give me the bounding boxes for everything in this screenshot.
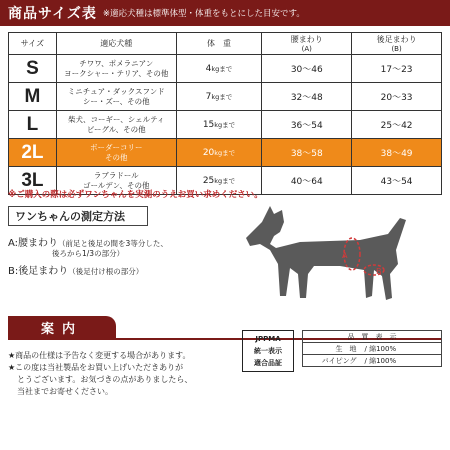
waist-cell: 36〜54	[262, 111, 352, 139]
guide-note-line: ★商品の仕様は予告なく変更する場合があります。	[8, 351, 191, 360]
breed-line: ヨークシャー・テリア、その他	[64, 68, 169, 78]
header-waist-sub: (A)	[301, 45, 312, 53]
table-row	[9, 83, 442, 111]
quality-key: 生 地	[303, 343, 361, 355]
title-note: ※適応犬種は標準体型・体重をもとにした目安です。	[102, 9, 305, 19]
size-cell: S	[9, 55, 57, 83]
breed-line: ミニチュア・ダックスフンド	[67, 86, 165, 96]
size-cell: M	[9, 83, 57, 111]
waist-cell: 32〜48	[262, 83, 352, 111]
weight-cell	[176, 55, 262, 83]
header-weight: 体 重	[176, 33, 262, 55]
mark-a-text: A	[342, 251, 348, 260]
quality-key: バイピング	[303, 355, 361, 367]
header-waist	[262, 33, 352, 55]
waist-cell: 40〜64	[262, 167, 352, 195]
title-bar	[0, 0, 450, 26]
purchase-warning: ※ご購入の際は必ずワンちゃんを実測のうえお買い求めください。	[8, 190, 263, 200]
breed-cell	[56, 111, 176, 139]
badge-line: JPPMA	[255, 335, 281, 343]
breed-cell	[56, 83, 176, 111]
breed-line: その他	[105, 152, 128, 162]
measure-a-note2: 後ろから1/3の部分）	[52, 249, 125, 258]
weight-unit: kgまで	[214, 120, 236, 129]
hind-cell: 25〜42	[352, 111, 442, 139]
size-cell: 3L	[9, 167, 57, 195]
header-size: サイズ	[9, 33, 57, 55]
quality-row	[303, 343, 442, 355]
measure-b-note: （後足付け根の部分）	[68, 267, 144, 276]
guide-note-line: とうございます。お気づきの点がありましたら、	[17, 375, 193, 384]
guide-note-line: 当社までお寄せください。	[17, 387, 113, 396]
weight-value: 25	[202, 175, 215, 186]
badge-line: 適合品証	[254, 359, 282, 367]
weight-value: 4	[205, 63, 212, 74]
badge-line: 統一表示	[254, 347, 282, 355]
size-cell: 2L	[9, 139, 57, 167]
weight-cell	[176, 139, 262, 167]
weight-unit: kgまで	[214, 176, 236, 185]
measure-a-label: A:腰まわり	[8, 238, 59, 249]
waist-cell: 30〜46	[262, 55, 352, 83]
header-breed: 適応犬種	[56, 33, 176, 55]
guide-title: 案内	[8, 316, 116, 338]
quality-row	[303, 355, 442, 367]
size-table-header	[9, 33, 442, 55]
breed-line: ラブラドール	[93, 170, 139, 180]
measure-b	[8, 262, 143, 277]
quality-value: / 綿100%	[361, 343, 442, 355]
breed-cell	[56, 139, 176, 167]
weight-unit: kgまで	[211, 64, 233, 73]
weight-cell	[176, 111, 262, 139]
table-row	[9, 55, 442, 83]
breed-line: 柴犬、コーギー、シェルティ	[68, 114, 165, 124]
measure-title: ワンちゃんの測定方法	[8, 206, 148, 226]
table-row	[9, 111, 442, 139]
breed-line: ゴールデン、その他	[82, 180, 150, 190]
weight-value: 15	[202, 119, 215, 130]
quality-value: / 綿100%	[361, 355, 442, 367]
breed-line: シー・ズー、その他	[82, 96, 150, 106]
header-hind-label: 後足まわり	[376, 35, 417, 44]
table-row-highlighted	[9, 139, 442, 167]
quality-label-table	[302, 330, 442, 367]
size-table	[8, 32, 442, 195]
header-hind	[352, 33, 442, 55]
weight-value: 20	[202, 147, 215, 158]
hind-cell: 20〜33	[352, 83, 442, 111]
measure-b-label: B:後足まわり	[8, 266, 69, 277]
weight-unit: kgまで	[214, 148, 236, 157]
breed-line: ボーダーコリー	[90, 142, 143, 152]
breed-line: チワワ、ポメラニアン	[79, 58, 154, 68]
breed-line: ビーグル、その他	[86, 124, 146, 134]
jppma-badge	[242, 330, 294, 372]
weight-value: 7	[205, 91, 212, 102]
weight-unit: kgまで	[211, 92, 233, 101]
mark-b-text: B	[376, 267, 382, 276]
size-cell: L	[9, 111, 57, 139]
page-title: 商品サイズ表	[8, 6, 97, 22]
guide-note-line: ★この度は当社製品をお買い上げいただきありが	[8, 363, 184, 372]
header-waist-label: 腰まわり	[290, 35, 323, 44]
breed-cell	[56, 55, 176, 83]
measure-a	[8, 234, 168, 249]
weight-cell	[176, 83, 262, 111]
quality-title: 品 質 表 示	[303, 331, 442, 343]
measure-a-note: （前足と後足の間を3等分した、	[58, 239, 168, 248]
waist-cell: 38〜58	[262, 139, 352, 167]
hind-cell: 38〜49	[352, 139, 442, 167]
dog-silhouette-icon	[240, 192, 415, 310]
header-hind-sub: (B)	[391, 45, 402, 53]
hind-cell: 43〜54	[352, 167, 442, 195]
hind-cell: 17〜23	[352, 55, 442, 83]
